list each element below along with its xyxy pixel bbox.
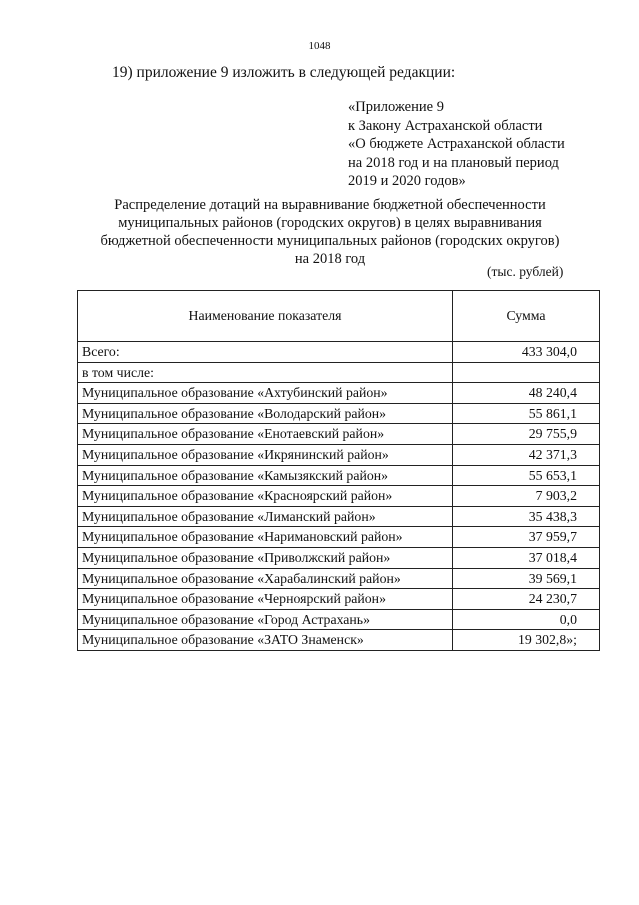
row-name: Муниципальное образование «Камызякский район» xyxy=(78,465,453,486)
title-line: на 2018 год xyxy=(294,251,366,267)
table-row xyxy=(78,527,600,548)
row-name: Муниципальное образование «Город Астрахань» xyxy=(78,609,453,630)
row-value: 39 569,1 xyxy=(453,568,600,589)
table-row xyxy=(78,506,600,527)
units-label: (тыс. рублей) xyxy=(487,264,564,279)
row-name: Муниципальное образование «Наримановский район» xyxy=(78,527,453,548)
row-name: Муниципальное образование «Енотаевский район» xyxy=(78,424,453,445)
table-row xyxy=(78,630,600,651)
row-name: Всего: xyxy=(78,342,453,363)
header-amount: Сумма xyxy=(453,291,600,342)
appendix-reference xyxy=(348,98,565,191)
row-name: Муниципальное образование «Приволжский район» xyxy=(78,547,453,568)
row-name: Муниципальное образование «Лиманский район» xyxy=(78,506,453,527)
table-body xyxy=(78,342,600,651)
appendix-line: 2019 и 2020 годов» xyxy=(348,173,466,189)
title-line: муниципальных районов (городских округов) в целях выравнивания xyxy=(118,215,542,231)
table-row xyxy=(78,568,600,589)
document-title xyxy=(60,196,600,268)
row-name: Муниципальное образование «Харабалинский район» xyxy=(78,568,453,589)
table-row xyxy=(78,342,600,363)
appendix-line: «О бюджете Астраханской области xyxy=(348,136,565,152)
row-value xyxy=(453,362,600,383)
row-name: Муниципальное образование «Черноярский район» xyxy=(78,589,453,610)
table-row xyxy=(78,362,600,383)
row-value: 55 861,1 xyxy=(453,403,600,424)
table-row xyxy=(78,609,600,630)
row-name: Муниципальное образование «Володарский район» xyxy=(78,403,453,424)
row-name: Муниципальное образование «Красноярский район» xyxy=(78,486,453,507)
amendment-text: 19) приложение 9 изложить в следующей редакции: xyxy=(112,64,456,81)
table-row xyxy=(78,444,600,465)
row-name: Муниципальное образование «Икрянинский район» xyxy=(78,444,453,465)
title-line: бюджетной обеспеченности муниципальных районов (городских округов) xyxy=(100,233,560,249)
appendix-line: на 2018 год и на плановый период xyxy=(348,154,559,171)
row-value: 19 302,8»; xyxy=(453,630,600,651)
header-indicator-name: Наименование показателя xyxy=(78,291,453,342)
row-value: 29 755,9 xyxy=(453,424,600,445)
subsidy-table xyxy=(77,290,600,651)
appendix-line: к Закону Астраханской области xyxy=(348,117,543,134)
row-value: 35 438,3 xyxy=(453,506,600,527)
table-row xyxy=(78,547,600,568)
row-value: 37 018,4 xyxy=(453,547,600,568)
page-number: 1048 xyxy=(308,40,331,52)
table-row xyxy=(78,589,600,610)
row-value: 42 371,3 xyxy=(453,444,600,465)
row-value: 48 240,4 xyxy=(453,383,600,404)
row-name: в том числе: xyxy=(78,362,453,383)
row-value: 55 653,1 xyxy=(453,465,600,486)
table-row xyxy=(78,465,600,486)
row-value: 37 959,7 xyxy=(453,527,600,548)
row-value: 433 304,0 xyxy=(453,342,600,363)
table-row xyxy=(78,424,600,445)
appendix-line: «Приложение 9 xyxy=(348,99,444,115)
table-row xyxy=(78,383,600,404)
row-value: 0,0 xyxy=(453,609,600,630)
row-name: Муниципальное образование «Ахтубинский район» xyxy=(78,383,453,404)
row-value: 24 230,7 xyxy=(453,589,600,610)
row-name: Муниципальное образование «ЗАТО Знаменск» xyxy=(78,630,453,651)
title-line: Распределение дотаций на выравнивание бюджетной обеспеченности xyxy=(114,197,546,213)
table-row xyxy=(78,486,600,507)
table-row xyxy=(78,403,600,424)
table-header-row xyxy=(78,291,600,342)
row-value: 7 903,2 xyxy=(453,486,600,507)
